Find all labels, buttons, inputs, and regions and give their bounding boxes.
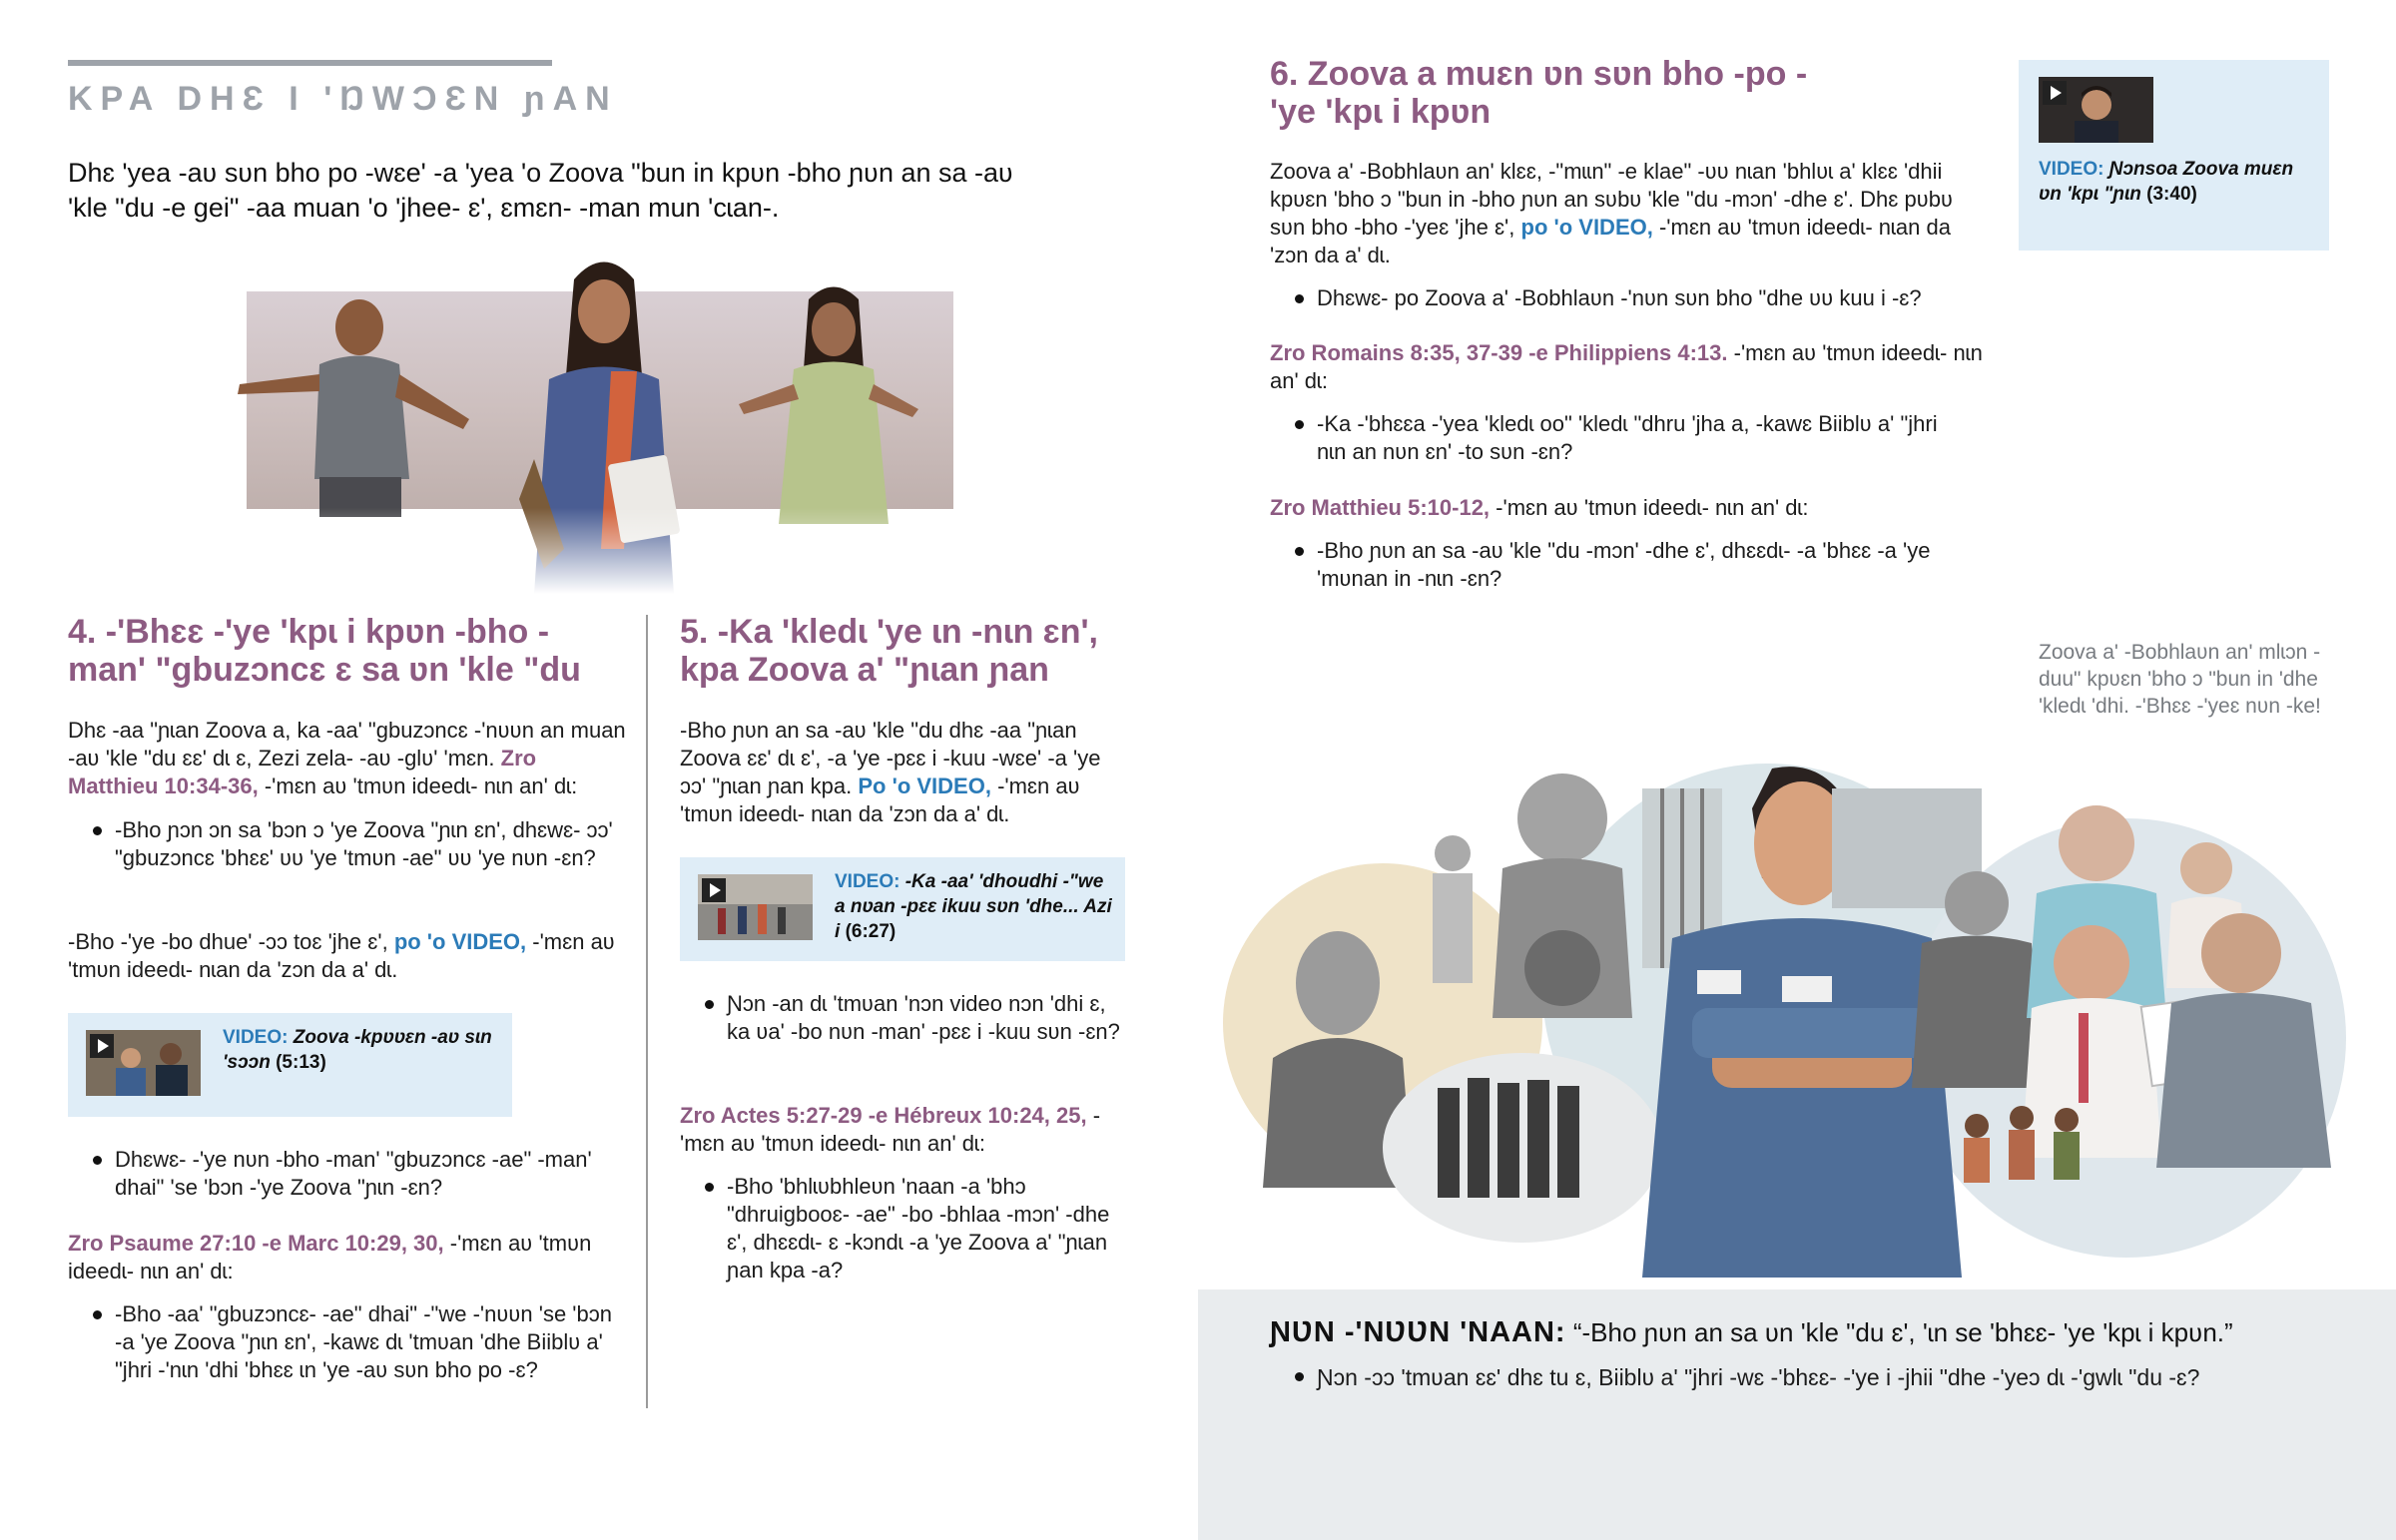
- section-6-paragraph-3-tail: -'mɛn aʋ 'tmʋn ideedɩ- nɩn an' dɩ:: [1496, 495, 1809, 520]
- section-5-question-1: [680, 990, 1129, 1046]
- video-label: VIDEO:: [2039, 159, 2104, 180]
- section-4-paragraph-2: [68, 928, 627, 984]
- family-argument-illustration: [220, 250, 978, 594]
- section-6-paragraph-2-tail: -'mɛn aʋ 'tmʋn ideedɩ- nɩn an' dɩ:: [1270, 340, 1983, 393]
- section-4-paragraph-3: [68, 1230, 627, 1285]
- scripture-reference-link[interactable]: Zro Actes 5:27-29 -e Hébreux 10:24, 25,: [680, 1103, 1087, 1128]
- section-5-paragraph-1: [680, 717, 1129, 828]
- play-icon[interactable]: [702, 878, 726, 902]
- section-5-question-2: [680, 1173, 1129, 1284]
- question-bullet: Dhɛwɛ- -'ye nʋn -bho -man' "gbuzɔncɛ -ae" -man' dhai" 'se 'bɔn -'ye Zoova "ɲɩn -ɛn?: [68, 1146, 617, 1202]
- section-6-paragraph-3: [1270, 494, 1989, 522]
- video-box-section-6[interactable]: [2019, 60, 2329, 251]
- section-6-question-1: [1270, 284, 1969, 312]
- section-4-question-1: [68, 816, 617, 872]
- column-divider: [646, 615, 648, 1408]
- video-title-text: -Ka -aa' 'dhoudhi -"we a nʋan -pɛɛ ikuu sʋn 'dhe... Azi i: [835, 871, 1112, 942]
- video-title-text: Ɲɔnsoa Zoova muɛn ʋn 'kpɩ "ɲɩn: [2039, 159, 2294, 205]
- intro-paragraph: Dhɛ 'yea -aʋ sʋn bho po -wɛe' -a 'yea 'o Zoova "bun in kpʋn -bho ɲʋn an sa -aʋ 'kle "du -e gei" -aa muan 'o 'jhee- ɛ', ɛmɛn- -man mun 'cɩan-.: [68, 158, 1013, 223]
- video-duration: (5:13): [276, 1052, 326, 1073]
- section-5-paragraph-2: [680, 1102, 1129, 1158]
- video-box-section-5[interactable]: [680, 857, 1125, 961]
- question-bullet: -Ka -'bhɛɛa -'yea 'kledɩ oo" 'kledɩ "dhru 'jha a, -kawɛ Biiblʋ a' "jhri nɩn an nʋn ɛn' -to sʋn -ɛn?: [1270, 410, 1969, 466]
- video-title[interactable]: [2039, 157, 2318, 207]
- video-link[interactable]: po 'o VIDEO,: [1520, 215, 1653, 240]
- section-5-paragraph-1-text: -Bho ɲʋn an sa -aʋ 'kle "du dhɛ -aa "ɲɩan Zoova ɛɛ' dɩ ɛ', -a 'ye -pɛɛ i -kuu -wɛe' -a 'ye ɔɔ' "ɲɩan ɲan kpa.: [680, 718, 1101, 798]
- section-4-paragraph-2-tail: -'mɛn aʋ 'tmʋn ideedɩ- nɩan da 'zɔn da a' dɩ.: [68, 929, 615, 982]
- question-bullet: -Bho ɲɔn ɔn sa 'bɔn ɔ 'ye Zoova "ɲɩn ɛn', dhɛwɛ- ɔɔ' "gbuzɔncɛ 'bhɛɛ' ʋʋ 'ye 'tmʋn -ae" ʋʋ 'ye nʋn -ɛn?: [68, 816, 617, 872]
- section-6-paragraph-1: [1270, 158, 1969, 269]
- video-thumbnail[interactable]: [698, 874, 813, 940]
- video-link[interactable]: Po 'o VIDEO,: [858, 773, 991, 798]
- video-link[interactable]: po 'o VIDEO,: [393, 929, 527, 954]
- scripture-reference-link[interactable]: Zro Psaume 27:10 -e Marc 10:29, 30,: [68, 1231, 444, 1256]
- video-title[interactable]: [223, 1025, 502, 1075]
- video-duration: (3:40): [2146, 184, 2197, 205]
- section-4-question-3: [68, 1300, 617, 1384]
- illustration-caption: Zoova a' -Bobhlaʋn an' mlɩɔn -duu" kpʋɛn 'bho ɔ "bun in 'dhe 'kledɩ 'dhi. -'Bhɛɛ -'yeɛ nʋn -ke!: [2039, 641, 2321, 718]
- section-5-heading: 5. -Ka 'kledɩ 'ye ɩn -nɩn ɛn', kpa Zoova a' "ɲɩan ɲan: [680, 613, 1099, 689]
- section-6-question-3: [1270, 537, 1969, 593]
- section-4-question-2: [68, 1146, 617, 1202]
- summary-question: [1270, 1362, 2368, 1392]
- video-title-text: Zoova -kpʋʋɛn -aʋ sɩn 'sɔɔn: [223, 1027, 492, 1073]
- section-6-paragraph-1-tail: -'mɛn aʋ 'tmʋn ideedɩ- nɩan da 'zɔn da a' dɩ.: [1270, 215, 1951, 267]
- video-title[interactable]: [835, 869, 1114, 944]
- section-4-paragraph-3-tail: -'mɛn aʋ 'tmʋn ideedɩ- nɩn an' dɩ:: [68, 1231, 592, 1283]
- summary-text: “-Bho ɲʋn an sa ʋn 'kle "du ɛ', 'ɩn se 'bhɛɛ- 'ye 'kpɩ i kpʋn.”: [1572, 1317, 2233, 1347]
- video-thumbnail[interactable]: [2039, 77, 2153, 143]
- video-thumbnail[interactable]: [86, 1030, 201, 1096]
- section-4-heading: 4. -'Bhɛɛ -'ye 'kpɩ i kpʋn -bho -man' "gbuzɔncɛ ɛ sa ʋn 'kle "du: [68, 613, 581, 689]
- play-icon[interactable]: [2043, 81, 2067, 105]
- header-rule: [68, 60, 552, 66]
- section-4-paragraph-2-text: -Bho -'ye -bo dhue' -ɔɔ toɛ 'jhe ɛ',: [68, 929, 388, 954]
- question-bullet: Ɲɔn -ɔɔ 'tmʋan ɛɛ' dhɛ tu ɛ, Biiblʋ a' "jhri -wɛ -'bhɛɛ- -'ye i -jhii "dhe -'yeɔ dɩ -'gwlɩ "du -ɛ?: [1270, 1362, 2368, 1392]
- question-bullet: Ɲɔn -an dɩ 'tmʋan 'nɔn video nɔn 'dhi ɛ, ka ʋa' -bo nʋn -man' -pɛɛ i -kuu sʋn -ɛn?: [680, 990, 1129, 1046]
- video-duration: (6:27): [845, 921, 897, 942]
- section-6-heading: 6. Zoova a muɛn ʋn sʋn bho -po -'ye 'kpɩ i kpʋn: [1270, 55, 1808, 131]
- question-bullet: -Bho -aa' "gbuzɔncɛ- -ae" dhai" -"we -'nʋʋn 'se 'bɔn -a 'ye Zoova "ɲɩn ɛn', -kawɛ dɩ 'tmʋan 'dhe Biiblʋ a' "jhri -'nɩn 'dhi 'bhɛɛ ɩn 'ye -aʋ sʋn bho po -ɛ?: [68, 1300, 617, 1384]
- section-4-paragraph-1-tail: -'mɛn aʋ 'tmʋn ideedɩ- nɩn an' dɩ:: [264, 773, 578, 798]
- summary-statement: [1270, 1315, 2368, 1349]
- video-label: VIDEO:: [835, 871, 900, 892]
- video-label: VIDEO:: [223, 1027, 289, 1048]
- question-bullet: -Bho ɲʋn an sa -aʋ 'kle "du -mɔn' -dhe ɛ', dhɛɛdɩ- -a 'bhɛɛ -a 'ye 'mʋnan in -nɩn -ɛn?: [1270, 537, 1969, 593]
- summary-label: ƝƲN -'NƲƲN 'NAAN:: [1270, 1316, 1566, 1348]
- section-5-paragraph-1-tail: -'mɛn aʋ 'tmʋn ideedɩ- nɩan da 'zɔn da a' dɩ.: [680, 773, 1080, 826]
- play-icon[interactable]: [90, 1034, 114, 1058]
- section-6-paragraph-1-text: Zoova a' -Bobhlaʋn an' klɛɛ, -"mɩɩn" -e klae" -ʋʋ nɩan 'bhlʋɩ a' klɛɛ 'dhii kpʋɛn 'bho ɔ "bun in -bho ɲʋn an sʋbʋ 'kle "du -mɔn' -dhe ɛ'. Dhɛ pʋbʋ sʋn bho -bho -'yeɛ 'jhe ɛ',: [1270, 159, 1953, 240]
- section-6-paragraph-2: [1270, 339, 1989, 395]
- faithful-witnesses-collage: [1223, 759, 2361, 1278]
- section-6-question-2: [1270, 410, 1969, 466]
- section-kicker: KPA DHƐ I 'ŊWƆƐN ɲAN: [68, 80, 618, 118]
- question-bullet: -Bho 'bhlɩʋbhleʋn 'naan -a 'bhɔ "dhruigbooɛ- -ae" -bo -bhlaa -mɔn' -dhe ɛ', dhɛɛdɩ- ɛ -kɔndɩ -a 'ye Zoova a' "ɲɩan ɲan kpa -a?: [680, 1173, 1129, 1284]
- scripture-reference-link[interactable]: Zro Romains 8:35, 37-39 -e Philippiens 4:13.: [1270, 340, 1728, 365]
- section-4-paragraph-1-text: Dhɛ -aa "ɲɩan Zoova a, ka -aa' "gbuzɔncɛ -'nʋʋn an muan -aʋ 'kle "du ɛɛ' dɩ ɛ, Zezi zela- -aʋ -glʋ' 'mɛn.: [68, 718, 626, 770]
- scripture-reference-link[interactable]: Zro Matthieu 5:10-12,: [1270, 495, 1491, 520]
- section-4-paragraph-1: [68, 717, 627, 800]
- question-bullet: Dhɛwɛ- po Zoova a' -Bobhlaʋn -'nʋn sʋn bho "dhe ʋʋ kuu i -ɛ?: [1270, 284, 1969, 312]
- section-5-paragraph-2-tail: -'mɛn aʋ 'tmʋn ideedɩ- nɩn an' dɩ:: [680, 1103, 1101, 1156]
- scripture-reference-link[interactable]: Zro Matthieu 10:34-36,: [68, 746, 537, 798]
- video-box-section-4[interactable]: [68, 1013, 512, 1117]
